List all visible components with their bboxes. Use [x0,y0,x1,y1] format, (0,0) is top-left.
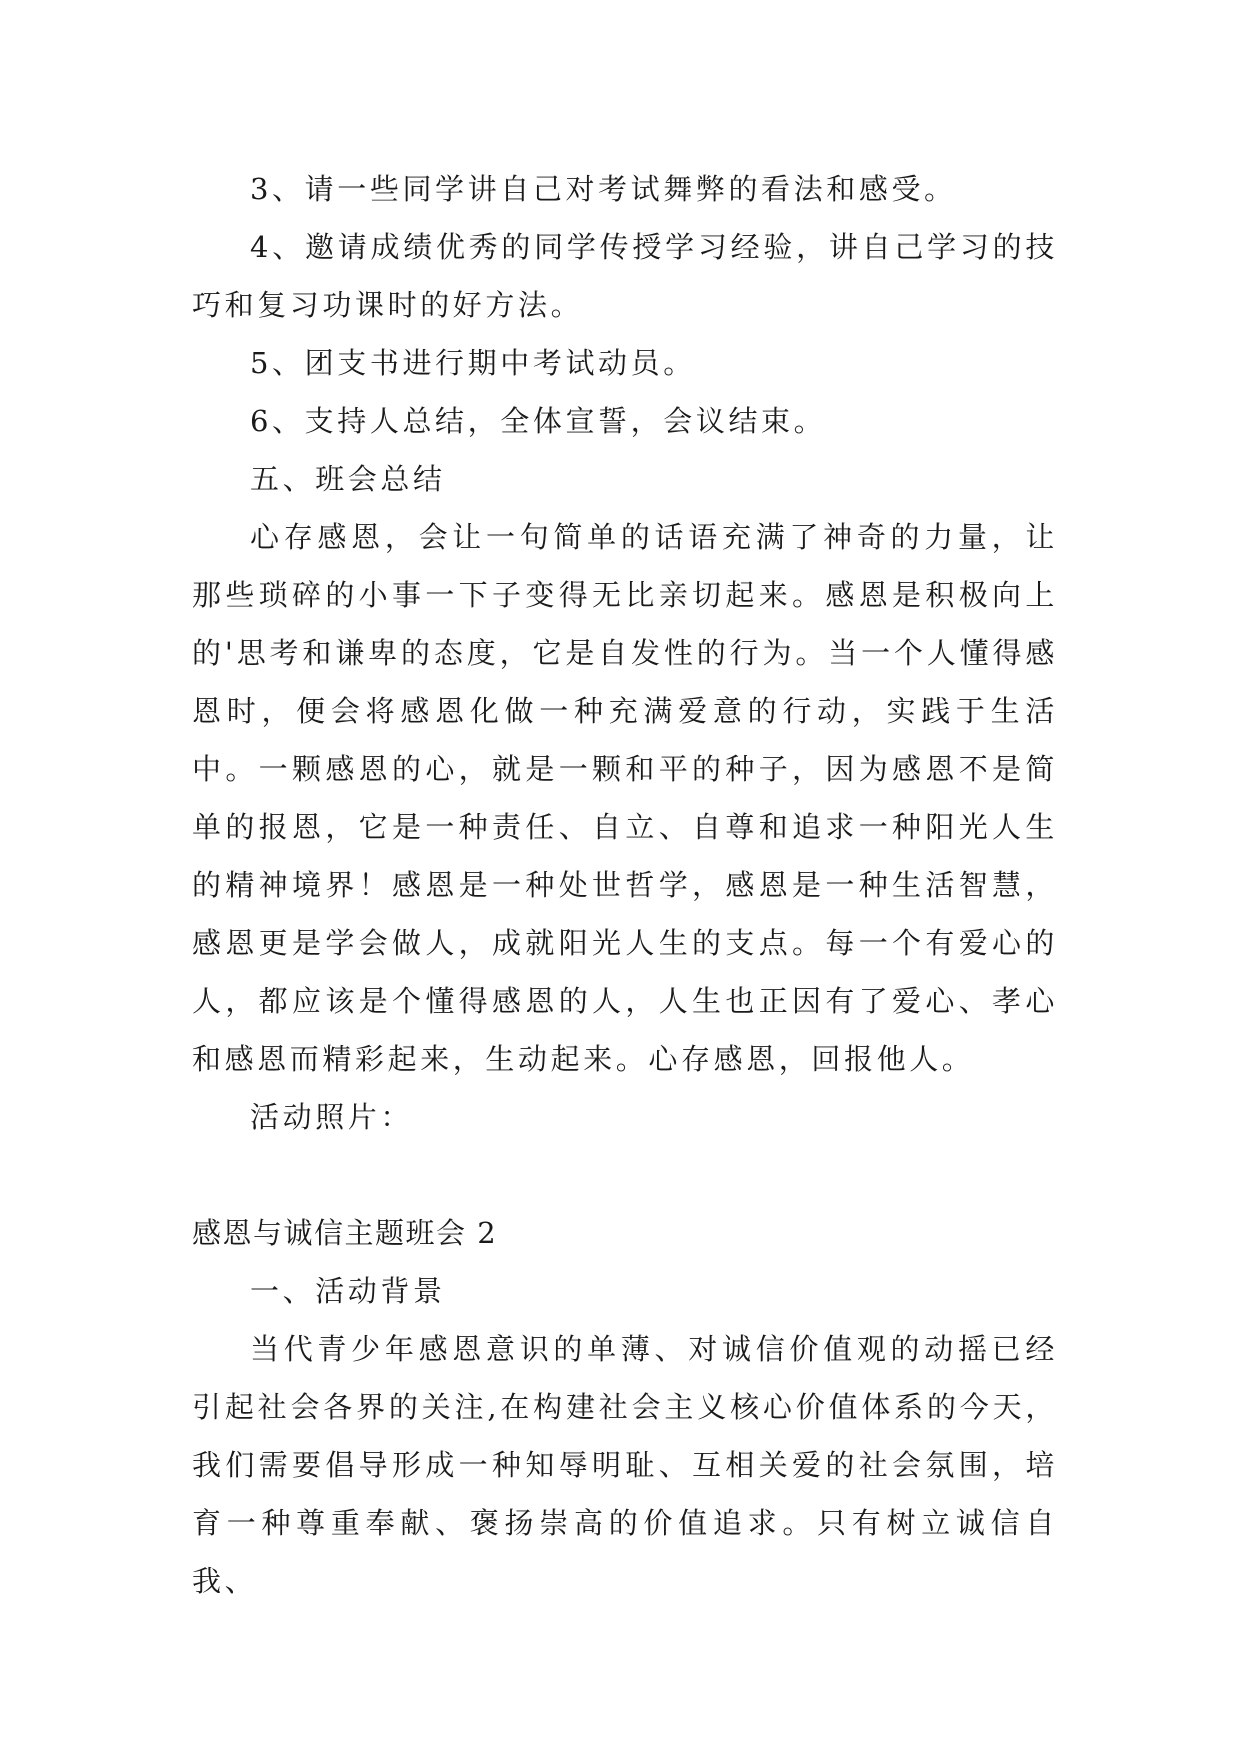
section-heading-background: 一、活动背景 [250,1274,446,1308]
list-item-3: 3、请一些同学讲自己对考试舞弊的看法和感受。 [250,172,957,206]
document-title-2: 感恩与诚信主题班会 2 [192,1216,498,1250]
spacer [192,1146,1058,1204]
list-item-6: 6、支持人总结，全体宣誓，会议结束。 [250,404,827,438]
section-heading-summary: 五、班会总结 [250,462,446,496]
background-paragraph: 当代青少年感恩意识的单薄、对诚信价值观的动摇已经引起社会各界的关注,在构建社会主义核心价值体系的今天，我们需要倡导形成一种知辱明耻、互相关爱的社会氛围，培育一种尊重奉献、褒扬崇高的价值追求。只有树立诚信自我、 [192,1332,1058,1598]
list-item-4: 4、邀请成绩优秀的同学传授学习经验，讲自己学习的技巧和复习功课时的好方法。 [192,230,1058,322]
photos-label: 活动照片： [250,1100,414,1134]
summary-paragraph: 心存感恩，会让一句简单的话语充满了神奇的力量，让那些琐碎的小事一下子变得无比亲切起来。感恩是积极向上的'思考和谦卑的态度，它是自发性的行为。当一个人懂得感恩时，便会将感恩化做一种充满爱意的行动，实践于生活中。一颗感恩的心，就是一颗和平的种子，因为感恩不是简单的报恩，它是一种责任、自立、自尊和追求一种阳光人生的精神境界！感恩是一种处世哲学，感恩是一种生活智慧，感恩更是学会做人，成就阳光人生的支点。每一个有爱心的人，都应该是个懂得感恩的人，人生也正因有了爱心、孝心和感恩而精彩起来，生动起来。心存感恩，回报他人。 [192,520,1058,1076]
list-item-5: 5、团支书进行期中考试动员。 [250,346,696,380]
document-body [192,160,1058,1610]
